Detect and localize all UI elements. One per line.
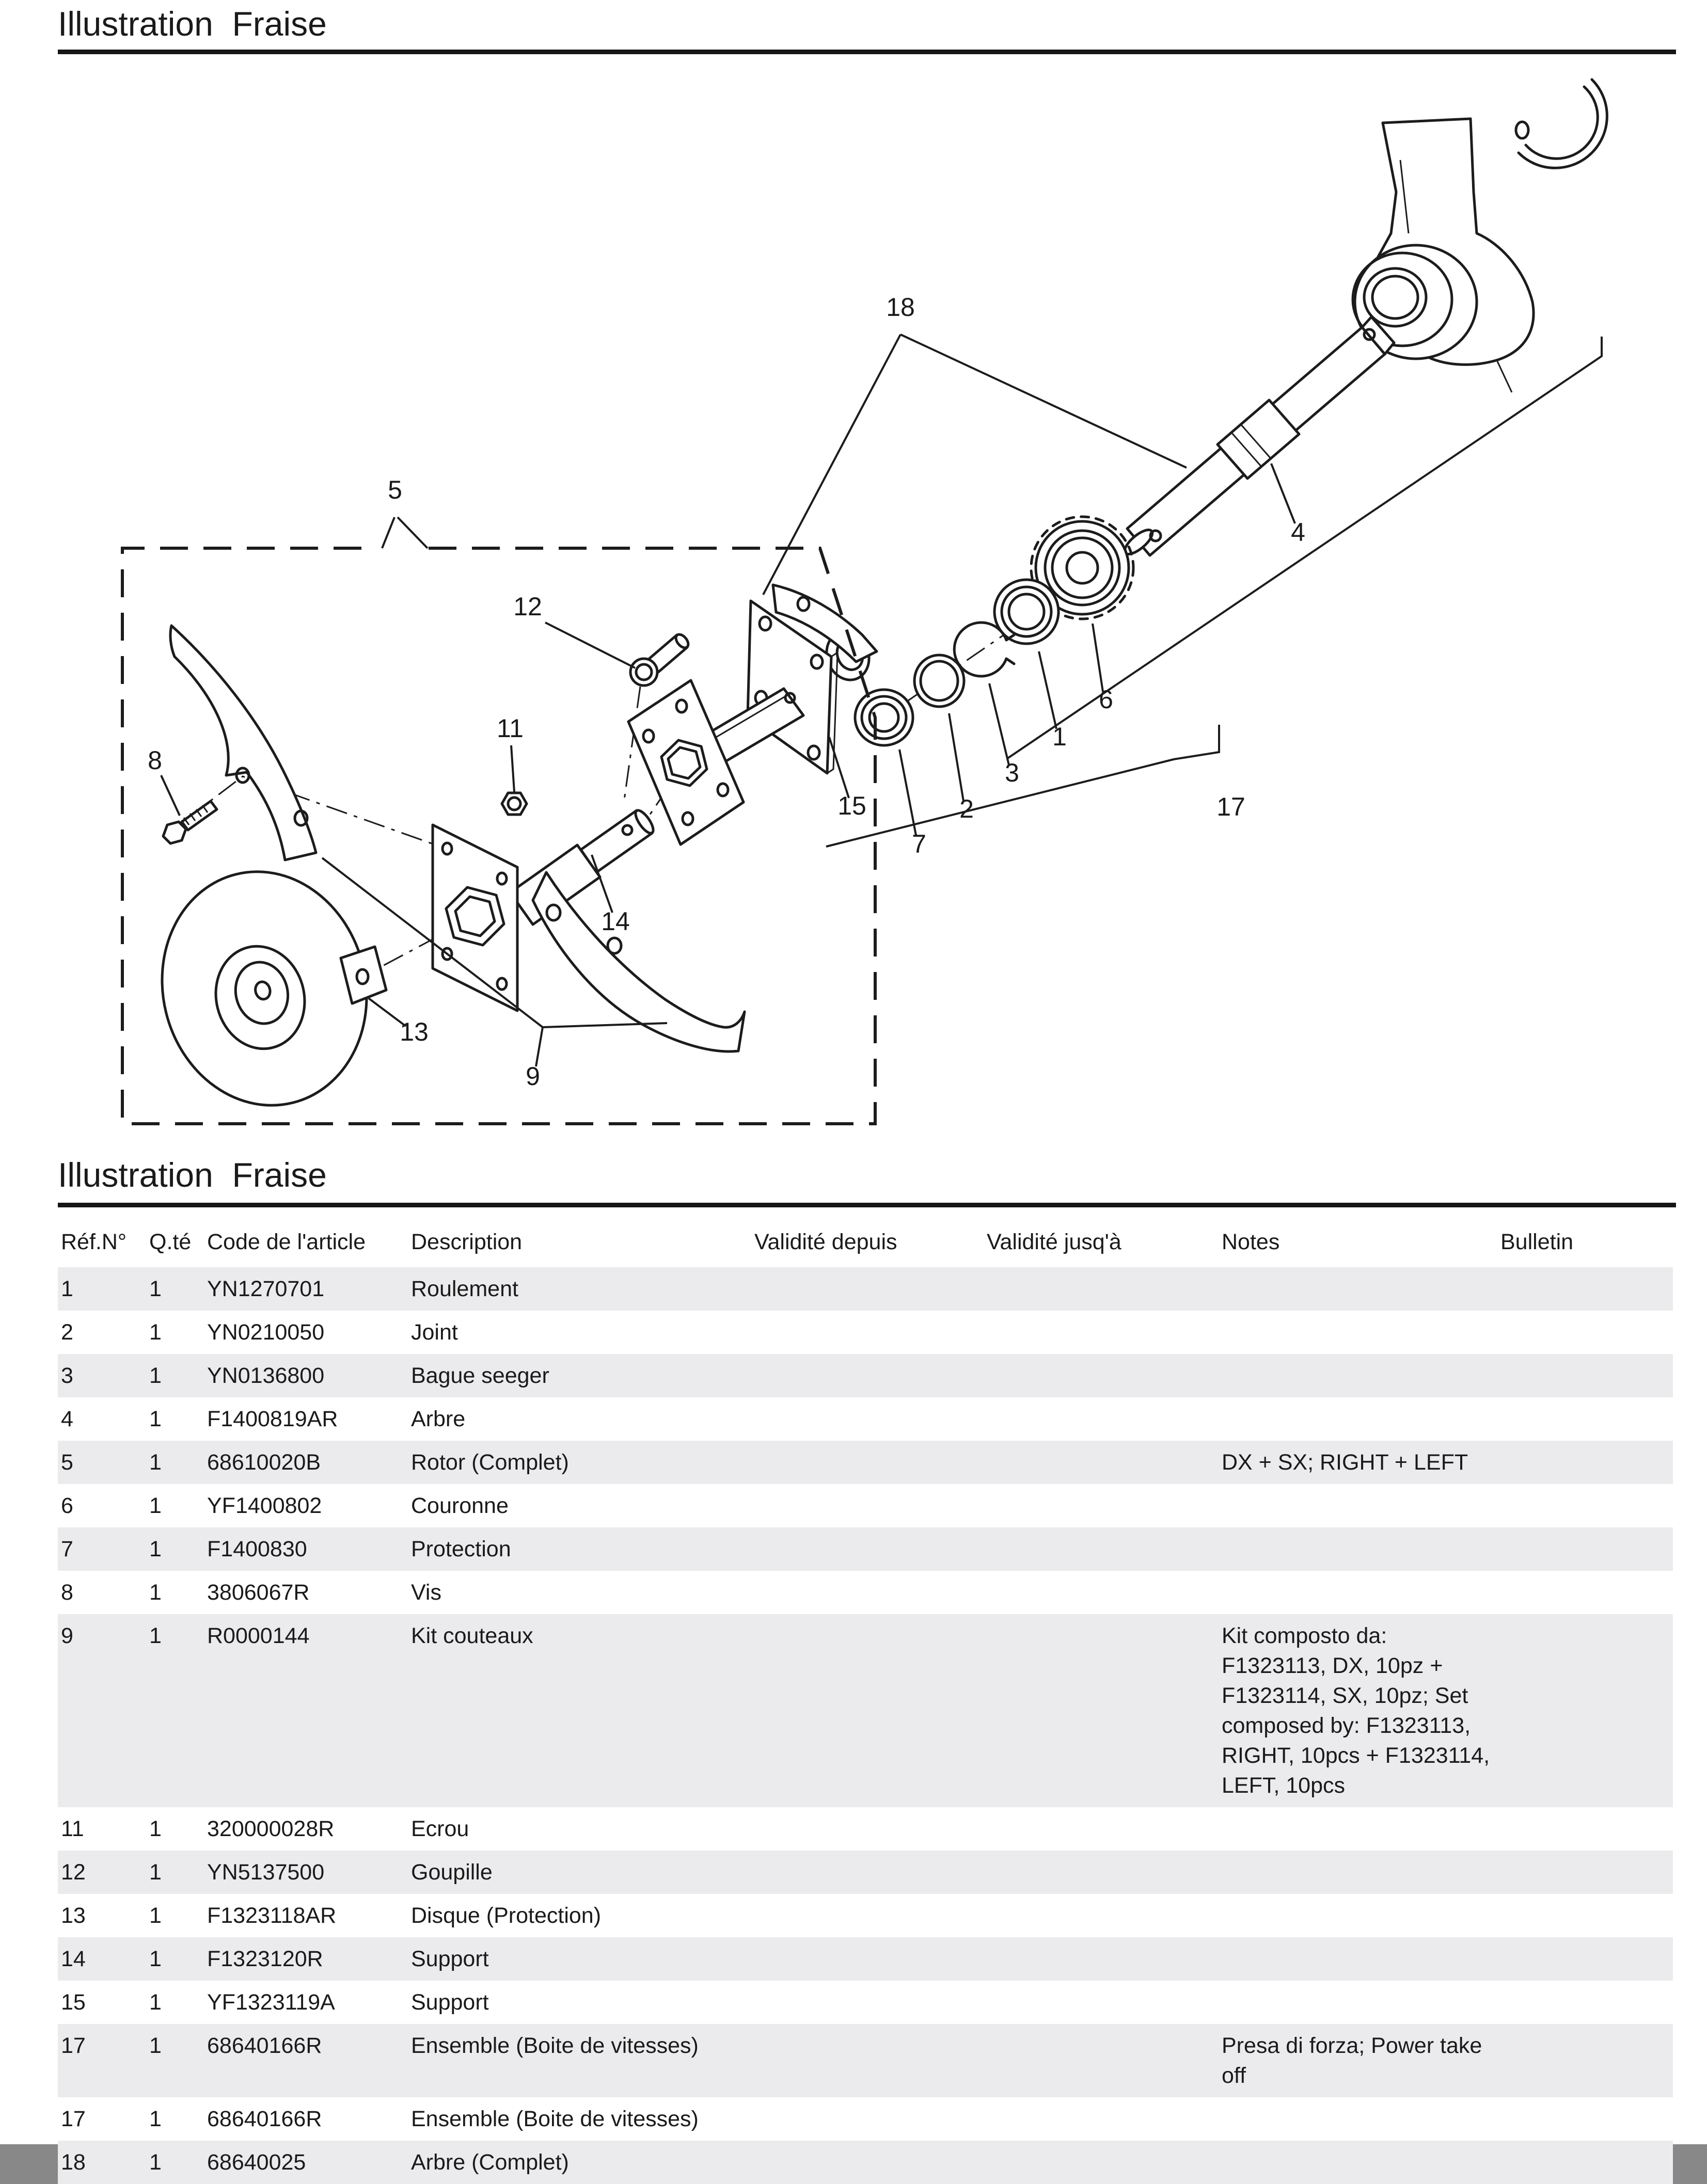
cell-description: Ensemble (Boite de vitesses) — [411, 2107, 699, 2131]
hex-nut — [502, 793, 527, 815]
col-code: Code de l'article — [207, 1230, 366, 1254]
table-row — [58, 1937, 1673, 1981]
cell-description: Ensemble (Boite de vitesses) — [411, 2033, 699, 2058]
table-row — [58, 1441, 1673, 1484]
cell-qty: 1 — [149, 1320, 162, 1345]
support-plate-left — [433, 825, 517, 1011]
col-bulletin: Bulletin — [1500, 1230, 1574, 1254]
cell-ref: 4 — [61, 1407, 73, 1431]
cell-description: Arbre (Complet) — [411, 2150, 569, 2175]
table-row — [58, 2024, 1673, 2097]
cell-description: Disque (Protection) — [411, 1903, 602, 1928]
cell-ref: 13 — [61, 1903, 86, 1928]
support-shaft-14 — [510, 808, 656, 924]
table-row — [58, 1267, 1673, 1311]
cell-notes: DX + SX; RIGHT + LEFT — [1222, 1450, 1468, 1475]
protection-collar — [855, 690, 913, 745]
cell-qty: 1 — [149, 1947, 162, 1971]
cell-code: 68640166R — [207, 2033, 322, 2058]
cell-qty: 1 — [149, 2033, 162, 2058]
col-notes: Notes — [1222, 1230, 1280, 1254]
cell-qty: 1 — [149, 2150, 162, 2175]
cell-code: F1323118AR — [207, 1903, 337, 1928]
callout-4: 4 — [1291, 518, 1305, 547]
callout-13: 13 — [400, 1017, 429, 1046]
table-row — [58, 1981, 1673, 2024]
callout-18: 18 — [886, 293, 915, 322]
hex-screw — [163, 801, 217, 843]
col-valid-to: Validité jusq'à — [987, 1230, 1121, 1254]
cell-ref: 5 — [61, 1450, 73, 1475]
parts-table-body — [58, 1267, 1673, 2184]
callout-17: 17 — [1216, 792, 1245, 821]
cell-ref: 18 — [61, 2150, 86, 2175]
col-ref: Réf.N° — [61, 1230, 127, 1254]
cell-code: 68640025 — [207, 2150, 306, 2175]
cell-ref: 17 — [61, 2107, 86, 2131]
cell-description: Support — [411, 1990, 489, 2015]
table-row — [58, 1484, 1673, 1527]
callout-15: 15 — [837, 791, 866, 820]
col-description: Description — [411, 1230, 523, 1254]
table-row — [58, 1807, 1673, 1851]
cell-qty: 1 — [149, 1407, 162, 1431]
cell-qty: 1 — [149, 1450, 162, 1475]
cell-qty: 1 — [149, 1903, 162, 1928]
cell-qty: 1 — [149, 1860, 162, 1885]
cell-ref: 14 — [61, 1947, 86, 1971]
cell-qty: 1 — [149, 1990, 162, 2015]
cell-ref: 17 — [61, 2033, 86, 2058]
cell-notes: Presa di forza; Power take off — [1222, 2033, 1482, 2088]
section-title: Illustration Fraise — [58, 1156, 327, 1194]
diagram-svg — [0, 72, 1707, 1146]
cell-ref: 9 — [61, 1623, 73, 1648]
table-row — [58, 1311, 1673, 1354]
callout-2: 2 — [959, 794, 974, 823]
cell-code: YN1270701 — [207, 1277, 325, 1301]
cell-code: YN5137500 — [207, 1860, 325, 1885]
cell-description: Protection — [411, 1537, 511, 1561]
cell-description: Roulement — [411, 1277, 518, 1301]
cell-code: YN0210050 — [207, 1320, 325, 1345]
col-qty: Q.té — [149, 1230, 192, 1254]
cell-ref: 11 — [61, 1816, 84, 1841]
section-divider — [58, 1203, 1676, 1207]
cell-code: YF1400802 — [207, 1493, 322, 1518]
cell-code: F1323120R — [207, 1947, 323, 1971]
cell-ref: 7 — [61, 1537, 73, 1561]
table-row — [58, 1571, 1673, 1614]
pto-shaft — [1121, 317, 1394, 558]
cell-ref: 1 — [61, 1277, 73, 1301]
cell-code: 320000028R — [207, 1816, 335, 1841]
callout-1: 1 — [1052, 722, 1067, 751]
cell-description: Ecrou — [411, 1816, 469, 1841]
cell-description: Rotor (Complet) — [411, 1450, 569, 1475]
cell-description: Kit couteaux — [411, 1623, 533, 1648]
cell-code: 68640166R — [207, 2107, 322, 2131]
cell-code: R0000144 — [207, 1623, 310, 1648]
cell-description: Vis — [411, 1580, 441, 1605]
cell-code: F1400819AR — [207, 1407, 338, 1431]
cell-description: Couronne — [411, 1493, 509, 1518]
cell-description: Support — [411, 1947, 489, 1971]
title-divider — [58, 50, 1676, 54]
table-row — [58, 1894, 1673, 1937]
callout-11: 11 — [497, 714, 524, 743]
table-row — [58, 1614, 1673, 1807]
callout-8: 8 — [148, 746, 162, 775]
page-title: Illustration Fraise — [58, 5, 327, 43]
cell-qty: 1 — [149, 1623, 162, 1648]
cell-description: Joint — [411, 1320, 458, 1345]
table-row — [58, 1354, 1673, 1397]
callout-6: 6 — [1099, 685, 1113, 714]
cell-ref: 15 — [61, 1990, 86, 2015]
cell-qty: 1 — [149, 1580, 162, 1605]
cell-code: YF1323119A — [207, 1990, 335, 2015]
callout-3: 3 — [1005, 758, 1019, 787]
cell-qty: 1 — [149, 1277, 162, 1301]
cell-qty: 1 — [149, 1537, 162, 1561]
callout-9: 9 — [526, 1062, 540, 1091]
table-row — [58, 1851, 1673, 1894]
cell-description: Bague seeger — [411, 1363, 549, 1388]
leader-lines-17 — [826, 337, 1602, 847]
cell-notes: Kit composto da: F1323113, DX, 10pz + F1323114, SX, 10pz; Set composed by: F1323113, RIGHT, 10pcs + F1323114, LEFT, 10pcs — [1222, 1623, 1490, 1798]
table-row — [58, 1527, 1673, 1571]
cell-qty: 1 — [149, 2107, 162, 2131]
callout-5: 5 — [388, 475, 402, 504]
cell-qty: 1 — [149, 1493, 162, 1518]
cell-code: F1400830 — [207, 1537, 307, 1561]
cell-ref: 3 — [61, 1363, 73, 1388]
table-row — [58, 1397, 1673, 1441]
table-row — [58, 2097, 1673, 2141]
callout-12: 12 — [513, 592, 542, 621]
cell-ref: 12 — [61, 1860, 86, 1885]
cell-description: Arbre — [411, 1407, 466, 1431]
seal-ring — [914, 655, 964, 707]
cell-code: 68610020B — [207, 1450, 321, 1475]
exploded-diagram — [0, 72, 1707, 1146]
cell-description: Goupille — [411, 1860, 493, 1885]
cell-ref: 2 — [61, 1320, 73, 1345]
cell-ref: 8 — [61, 1580, 73, 1605]
table-row — [58, 2141, 1673, 2184]
callout-14: 14 — [601, 907, 630, 936]
callout-7: 7 — [912, 830, 926, 858]
cell-qty: 1 — [149, 1816, 162, 1841]
cell-code: 3806067R — [207, 1580, 310, 1605]
parts-table-header — [58, 1230, 1673, 1255]
cell-code: YN0136800 — [207, 1363, 325, 1388]
col-valid-from: Validité depuis — [754, 1230, 897, 1254]
cotter-pin — [630, 632, 691, 686]
cell-qty: 1 — [149, 1363, 162, 1388]
cell-ref: 6 — [61, 1493, 73, 1518]
